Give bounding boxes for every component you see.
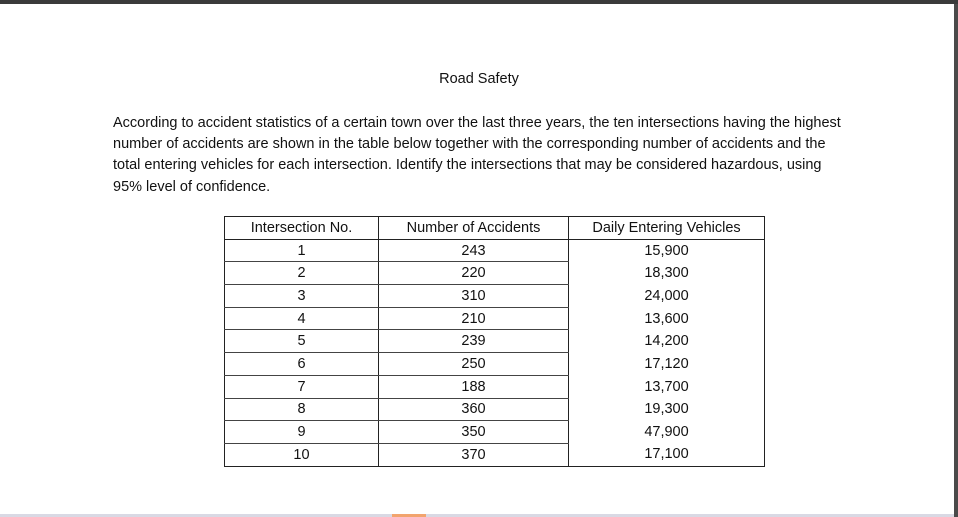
cell-accidents: 370 bbox=[379, 443, 569, 466]
header-daily-entering-vehicles: Daily Entering Vehicles bbox=[569, 217, 765, 240]
table-row bbox=[225, 421, 765, 444]
cell-accidents: 360 bbox=[379, 398, 569, 421]
cell-accidents: 210 bbox=[379, 307, 569, 330]
page-title: Road Safety bbox=[439, 71, 519, 87]
cell-intersection-no: 9 bbox=[225, 421, 379, 444]
cell-accidents: 220 bbox=[379, 262, 569, 285]
cell-entering-vehicles: 18,300 bbox=[569, 262, 765, 285]
cell-accidents: 188 bbox=[379, 375, 569, 398]
cell-entering-vehicles: 19,300 bbox=[569, 398, 765, 421]
cell-entering-vehicles: 14,200 bbox=[569, 330, 765, 353]
cell-intersection-no: 2 bbox=[225, 262, 379, 285]
cell-intersection-no: 7 bbox=[225, 375, 379, 398]
header-number-of-accidents: Number of Accidents bbox=[379, 217, 569, 240]
cell-entering-vehicles: 17,120 bbox=[569, 353, 765, 376]
cell-intersection-no: 6 bbox=[225, 353, 379, 376]
cell-intersection-no: 10 bbox=[225, 443, 379, 466]
problem-statement: According to accident statistics of a certain town over the last three years, the ten intersections having the highest number of accidents are shown in the table below together with the corresponding number of accidents and the total entering vehicles for each intersection. Identify the intersections that may be considered hazardous, using 95% level of confidence. bbox=[113, 115, 841, 195]
table-row bbox=[225, 285, 765, 308]
window-top-border bbox=[0, 0, 958, 4]
accident-data-table bbox=[224, 216, 765, 467]
cell-entering-vehicles: 13,600 bbox=[569, 307, 765, 330]
cell-accidents: 350 bbox=[379, 421, 569, 444]
cell-accidents: 250 bbox=[379, 353, 569, 376]
cell-accidents: 310 bbox=[379, 285, 569, 308]
cell-accidents: 239 bbox=[379, 330, 569, 353]
cell-intersection-no: 4 bbox=[225, 307, 379, 330]
table-row bbox=[225, 307, 765, 330]
table-row bbox=[225, 353, 765, 376]
cell-entering-vehicles: 13,700 bbox=[569, 375, 765, 398]
table-row bbox=[225, 443, 765, 466]
table-row bbox=[225, 262, 765, 285]
table-header-row bbox=[225, 217, 765, 240]
table-row bbox=[225, 398, 765, 421]
table-row bbox=[225, 239, 765, 262]
cell-entering-vehicles: 17,100 bbox=[569, 443, 765, 466]
cell-entering-vehicles: 47,900 bbox=[569, 421, 765, 444]
cell-intersection-no: 5 bbox=[225, 330, 379, 353]
header-intersection-no: Intersection No. bbox=[225, 217, 379, 240]
table-row bbox=[225, 330, 765, 353]
cell-intersection-no: 8 bbox=[225, 398, 379, 421]
table-row bbox=[225, 375, 765, 398]
cell-intersection-no: 3 bbox=[225, 285, 379, 308]
cell-entering-vehicles: 24,000 bbox=[569, 285, 765, 308]
cell-entering-vehicles: 15,900 bbox=[569, 239, 765, 262]
cell-intersection-no: 1 bbox=[225, 239, 379, 262]
cell-accidents: 243 bbox=[379, 239, 569, 262]
